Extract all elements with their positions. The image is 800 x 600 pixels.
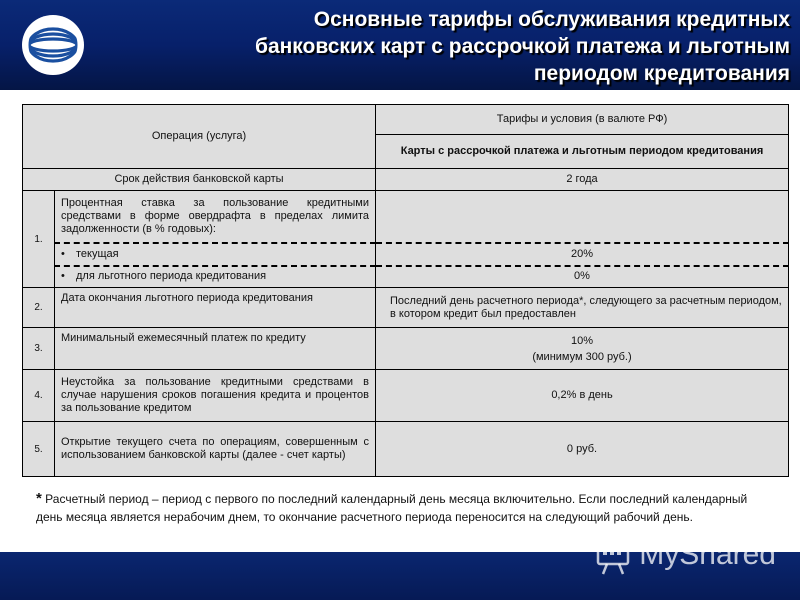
penalty-label: Неустойка за пользование кредитными средствами в случае нарушения сроков погашения кредита и процентов за пользование кредитом [55, 370, 376, 422]
title-line-2: банковских карт с рассрочкой платежа и льготным [254, 35, 790, 58]
title-line-3: периодом кредитования [533, 62, 790, 85]
interest-rate-label: Процентная ставка за пользование кредитными средствами в форме овердрафта в пределах лимита задолженности (в % годовых): [55, 191, 376, 243]
tariffs-table-container [22, 104, 788, 477]
row-number: 2. [23, 288, 55, 328]
row-number: 1. [23, 191, 55, 288]
bullet-dot: • [61, 270, 65, 283]
min-payment-minimum: (минимум 300 руб.) [532, 350, 632, 363]
min-payment-value [376, 328, 789, 370]
bank-logo-icon [22, 15, 84, 75]
presentation-board-icon [595, 540, 633, 584]
grace-end-value: Последний день расчетного периода*, следующего за расчетным периодом, в котором кредит был предоставлен [376, 288, 789, 328]
page-title [150, 6, 790, 87]
bullet-current [55, 243, 376, 266]
footnote [36, 490, 776, 526]
account-opening-label: Открытие текущего счета по операциям, совершенным с использованием банковской карты (далее - счет карты) [55, 422, 376, 477]
row-number: 4. [23, 370, 55, 422]
grace-rate-value: 0% [376, 266, 789, 288]
validity-label: Срок действия банковской карты [23, 169, 376, 191]
min-payment-label: Минимальный ежемесячный платеж по кредиту [55, 328, 376, 370]
header-banner [0, 0, 800, 90]
row-number: 3. [23, 328, 55, 370]
bullet-grace [55, 266, 376, 288]
bullet-grace-label: для льготного периода кредитования [76, 270, 267, 283]
tariffs-table [22, 104, 789, 477]
row-number: 5. [23, 422, 55, 477]
card-type-subheader: Карты с рассрочкой платежа и льготным периодом кредитования [376, 135, 789, 169]
watermark-text: MyShared [639, 538, 776, 571]
bullet-current-label: текущая [76, 247, 119, 260]
account-opening-value: 0 руб. [376, 422, 789, 477]
footnote-star: * [36, 490, 42, 507]
title-line-1: Основные тарифы обслуживания кредитных [313, 8, 790, 31]
grace-end-label: Дата окончания льготного периода кредитования [55, 288, 376, 328]
interest-rate-value-empty [376, 191, 789, 243]
footnote-text: Расчетный период – период с первого по последний календарный день месяца включительно. Если последний календарный день месяца является нерабочим днем, то окончание расчетного периода переносится на следующий рабочий день. [36, 492, 748, 524]
tariffs-header: Тарифы и условия (в валюте РФ) [376, 105, 789, 135]
watermark [639, 538, 776, 578]
operation-header: Операция (услуга) [23, 105, 376, 169]
validity-value: 2 года [376, 169, 789, 191]
current-rate-value: 20% [376, 243, 789, 266]
min-payment-percent: 10% [570, 334, 594, 347]
penalty-value: 0,2% в день [376, 370, 789, 422]
bullet-dot: • [61, 247, 65, 260]
